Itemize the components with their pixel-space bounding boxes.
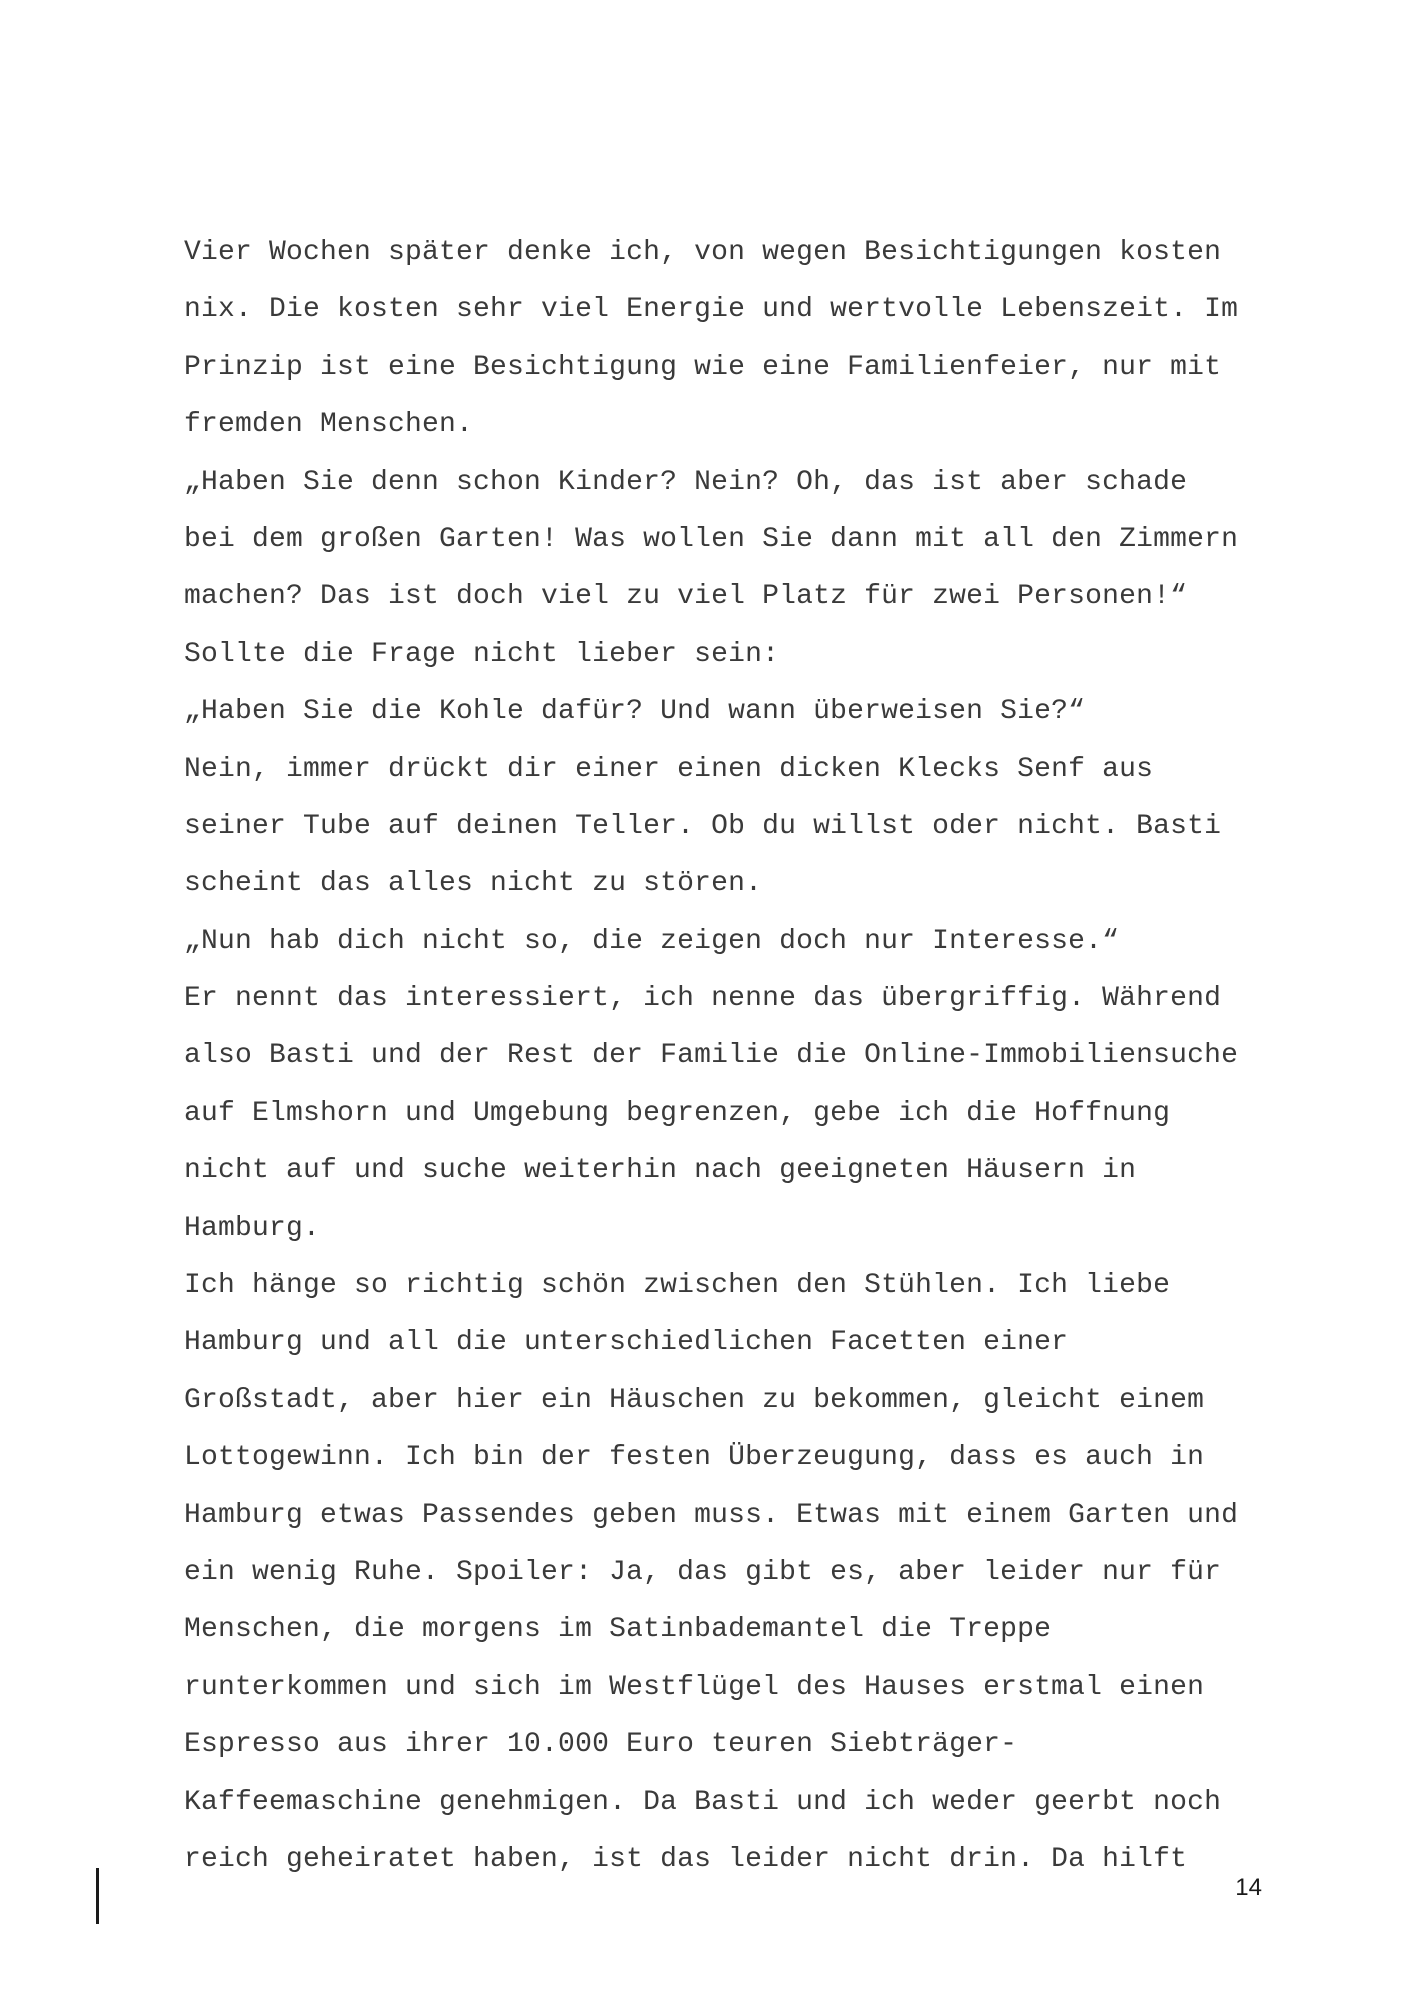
text-line: machen? Das ist doch viel zu viel Platz für zwei Personen!“ [184, 581, 1188, 613]
text-line: Menschen, die morgens im Satinbademantel die Treppe [184, 1614, 1052, 1646]
text-line: Ich hänge so richtig schön zwischen den Stühlen. Ich liebe [184, 1270, 1171, 1302]
text-line: Großstadt, aber hier ein Häuschen zu bekommen, gleicht einem [184, 1384, 1205, 1416]
text-line: scheint das alles nicht zu stören. [184, 868, 763, 900]
text-line: reich geheiratet haben, ist das leider nicht drin. Da hilft [184, 1843, 1188, 1875]
text-line: Er nennt das interessiert, ich nenne das übergriffig. Während [184, 983, 1222, 1015]
text-line: Sollte die Frage nicht lieber sein: [184, 638, 780, 670]
page-number: 14 [1235, 1874, 1262, 1901]
text-line: fremden Menschen. [184, 409, 474, 441]
text-line: Nein, immer drückt dir einer einen dicken Klecks Senf aus [184, 753, 1154, 785]
text-line: also Basti und der Rest der Familie die Online-Immobiliensuche [184, 1040, 1239, 1072]
text-line: Hamburg. [184, 1212, 321, 1244]
text-line: Lottogewinn. Ich bin der festen Überzeugung, dass es auch in [184, 1442, 1205, 1474]
body-text [184, 224, 1264, 1888]
text-line: nix. Die kosten sehr viel Energie und wertvolle Lebenszeit. Im [184, 294, 1239, 326]
text-line: „Haben Sie die Kohle dafür? Und wann überweisen Sie?“ [184, 696, 1086, 728]
text-line: Vier Wochen später denke ich, von wegen Besichtigungen kosten [184, 237, 1222, 268]
text-line: Kaffeemaschine genehmigen. Da Basti und ich weder geerbt noch [184, 1786, 1222, 1818]
text-line: Espresso aus ihrer 10.000 Euro teuren Siebträger- [184, 1729, 1018, 1761]
margin-change-bar [96, 1868, 99, 1924]
text-line: Prinzip ist eine Besichtigung wie eine Familienfeier, nur mit [184, 351, 1222, 383]
text-line: Hamburg etwas Passendes geben muss. Etwas mit einem Garten und [184, 1499, 1239, 1531]
text-line: bei dem großen Garten! Was wollen Sie dann mit all den Zimmern [184, 523, 1239, 555]
text-line: seiner Tube auf deinen Teller. Ob du willst oder nicht. Basti [184, 810, 1222, 842]
text-line: auf Elmshorn und Umgebung begrenzen, gebe ich die Hoffnung [184, 1097, 1171, 1129]
text-line: runterkommen und sich im Westflügel des Hauses erstmal einen [184, 1671, 1205, 1703]
text-line: ein wenig Ruhe. Spoiler: Ja, das gibt es, aber leider nur für [184, 1556, 1222, 1588]
text-line: Hamburg und all die unterschiedlichen Facetten einer [184, 1327, 1069, 1359]
text-line: „Haben Sie denn schon Kinder? Nein? Oh, das ist aber schade [184, 466, 1188, 498]
text-line: „Nun hab dich nicht so, die zeigen doch nur Interesse.“ [184, 925, 1120, 957]
text-line: nicht auf und suche weiterhin nach geeigneten Häusern in [184, 1155, 1137, 1187]
